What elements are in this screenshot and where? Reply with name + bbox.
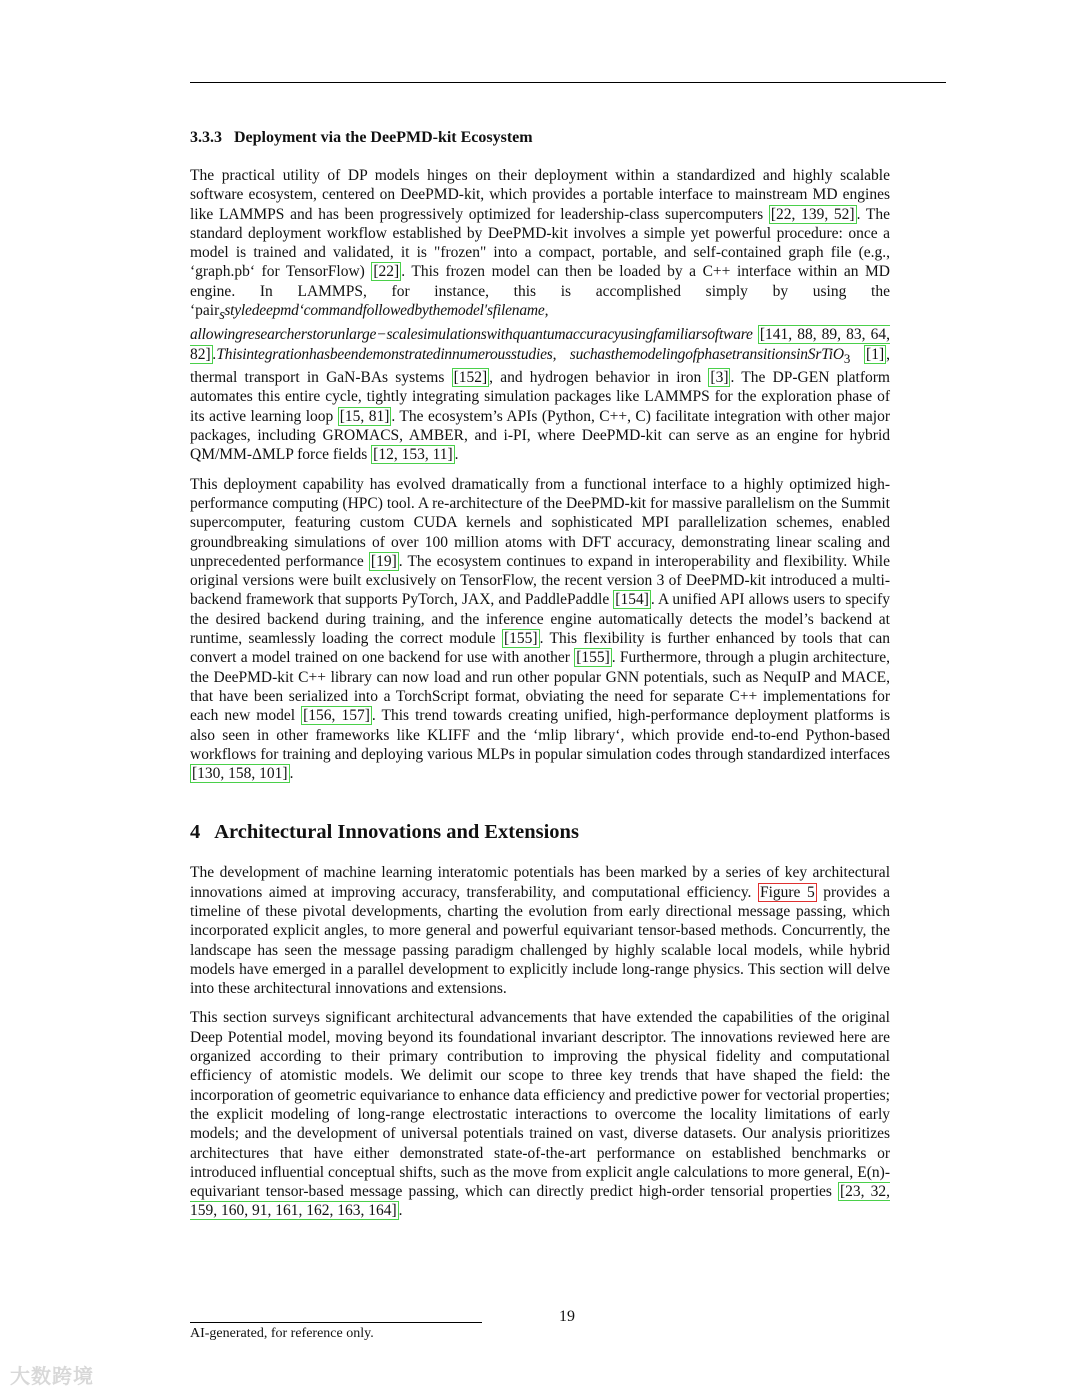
citation-link[interactable]: [3] bbox=[710, 369, 729, 387]
text-run: , and hydrogen behavior in iron bbox=[489, 369, 709, 387]
citation-link[interactable]: [141, 88, 89, 83, 64, 82] bbox=[190, 326, 891, 363]
garbled-math-run: styledeepmd‘commandfollowedbythemodel′sfilename, allowingresearcherstorunlarge−scalesimulationswithquantumaccuracyusingfamiliarsoftware bbox=[190, 302, 753, 344]
section-title: Architectural Innovations and Extensions bbox=[214, 821, 579, 844]
paragraph-deployment bbox=[190, 166, 890, 465]
text-run: The practical utility of DP models hinges on their deployment within a standardized and highly scalable software ecosystem, centered on DeePMD-kit, which provides a portable interface to mainstream MD engines like LAMMPS and has been progressively optimized for leadership-class supercomputers bbox=[190, 167, 890, 223]
watermark-logo: 大数跨境 bbox=[10, 1364, 94, 1388]
citation-link[interactable]: [155] bbox=[504, 630, 538, 648]
citation-link[interactable]: [12, 153, 11] bbox=[373, 446, 453, 464]
figure-reference-link[interactable]: Figure 5 bbox=[759, 883, 815, 901]
text-run: . The DP-GEN platform automates this entire cycle, tightly integrating simulation packages like LAMMPS for the exploration phase of its active learning loop bbox=[190, 369, 890, 425]
section-heading bbox=[190, 819, 890, 845]
subsection-title: Deployment via the DeePMD-kit Ecosystem bbox=[234, 129, 533, 146]
footnote: AI-generated, for reference only. bbox=[190, 1326, 374, 1341]
text-run: . This flexibility is further enhanced by tools that can convert a model trained on one backend for use with another bbox=[190, 630, 890, 667]
text-run: . The standard deployment workflow established by DeePMD-kit involves a simple yet powerful procedure: once a model is trained and validated, it is "frozen" into a compact, portable, and self-contained graph file (e.g., ‘graph.pb‘ for TensorFlow) bbox=[190, 205, 890, 281]
text-run: This section surveys significant architectural advancements that have extended the capabilities of the original Deep Potential model, moving beyond its foundational invariant descriptor. The innovations reviewed here are organized according to their primary contribution to improving the physical fidelity and computational efficiency of atomistic models. We delimit our scope to three key trends that have shaped the field: the incorporation of geometric equivariance to enhance data efficiency and predictive power for vectorial properties; the explicit modeling of long-range electrostatic interactions to overcome the locality limitations of early models; and the development of universal potentials trained on vast, diverse datasets. Our analysis prioritizes architectures that have either demonstrated state-of-the-art performance on established benchmarks or introduced influential conceptual shifts, such as the move from explicit angle calculations to more general, E(n)-equivariant tensor-based message passing, which can directly predict high-order tensorial properties bbox=[190, 1009, 890, 1201]
paragraph-architecture-intro bbox=[190, 863, 890, 998]
text-run: . bbox=[289, 765, 294, 783]
text-run: . bbox=[398, 1202, 403, 1220]
text-run: . This trend towards creating unified, high-performance deployment platforms is also seen in other frameworks like KLIFF and the ‘mlip library‘, which provide end-to-end Python-based workflows for training and deploying various MLPs in popular simulation codes through standardized interfaces bbox=[190, 707, 890, 763]
text-run: . The ecosystem’s APIs (Python, C++, C) facilitate integration with other major packages, including GROMACS, AMBER, and i-PI, where DeePMD-kit can serve as an engine for hybrid QM/MM-ΔMLP force fields bbox=[190, 407, 890, 464]
section-spacer bbox=[190, 793, 890, 819]
citation-link[interactable]: [1] bbox=[866, 345, 885, 363]
header-rule bbox=[190, 82, 946, 83]
citation-link[interactable]: [130, 158, 101] bbox=[192, 765, 288, 783]
paragraph-hpc bbox=[190, 475, 890, 784]
text-run: . The ecosystem continues to expand in interoperability and flexibility. While original versions were built exclusively on TensorFlow, the recent version 3 of DeePMD-kit introduced a multi-backend framework that supports PyTorch, JAX, and PaddlePaddle bbox=[190, 552, 890, 609]
page-body bbox=[190, 128, 890, 1231]
citation-link[interactable]: [23, 32, 159, 160, 91, 161, 162, 163, 164] bbox=[190, 1183, 890, 1220]
citation-link[interactable]: [22] bbox=[373, 263, 400, 281]
page-number: 19 bbox=[559, 1308, 575, 1325]
math-subscript: s bbox=[219, 307, 225, 324]
section-number: 4 bbox=[190, 821, 201, 844]
text-run: . bbox=[454, 446, 459, 464]
text-run: . This frozen model can then be loaded by a C++ interface within an MD engine. In LAMMPS, for instance, this is accomplished simply by using the ‘pair bbox=[190, 263, 890, 320]
citation-link[interactable]: [15, 81] bbox=[339, 407, 390, 425]
text-run: . Furthermore, through a plugin architecture, the DeePMD-kit C++ library can now load and run other popular GNN potentials, such as NequIP and MACE, that have been serialized into a TorchScript format, obviating the need for separate C++ implementations for each new model bbox=[190, 649, 890, 725]
citation-link[interactable]: [156, 157] bbox=[303, 707, 370, 725]
math-subscript: 3 bbox=[843, 350, 851, 366]
subsection-number: 3.3.3 bbox=[190, 129, 222, 146]
citation-link[interactable]: [154] bbox=[615, 591, 649, 609]
text-run: The development of machine learning interatomic potentials has been marked by a series of key architectural innovations aimed at improving accuracy, transferability, and computational efficiency. bbox=[190, 864, 890, 901]
garbled-math-run: .Thisintegrationhasbeendemonstratedinnumerousstudies, suchasthemodelingofphasetransitionsinSrTiO bbox=[212, 345, 844, 363]
footnote-rule bbox=[190, 1322, 482, 1323]
text-run: provides a timeline of these pivotal developments, charting the evolution from early directional message passing, which incorporated explicit angles, to more general and powerful equivariant tensor-based methods. Concurrently, the landscape has seen the message passing paradigm challenged by highly scalable local models, while hybrid models have emerged in a parallel development to explicitly include long-range physics. This section will delve into these architectural innovations and extensions. bbox=[190, 883, 890, 998]
citation-link[interactable]: [19] bbox=[370, 552, 397, 570]
citation-link[interactable]: [155] bbox=[576, 649, 610, 667]
text-run: This deployment capability has evolved dramatically from a functional interface to a highly optimized high-performance computing (HPC) tool. A re-architecture of the DeePMD-kit for massive parallelism on the Summit supercomputer, featuring custom CUDA kernels and sophisticated MPI parallelization schemes, enabled groundbreaking simulations of over 100 million atoms with DFT accuracy, demonstrating linear scaling and unprecedented performance bbox=[190, 475, 890, 570]
paragraph-survey-scope bbox=[190, 1008, 890, 1220]
text-run: . A unified API allows users to specify the desired backend during training, and the inference engine automatically detects the model’s backend at runtime, seamlessly loading the correct module bbox=[190, 591, 890, 648]
subsection-heading bbox=[190, 128, 890, 148]
citation-link[interactable]: [152] bbox=[453, 369, 488, 387]
citation-link[interactable]: [22, 139, 52] bbox=[770, 205, 855, 223]
text-run: , thermal transport in GaN-BAs systems bbox=[190, 345, 890, 387]
